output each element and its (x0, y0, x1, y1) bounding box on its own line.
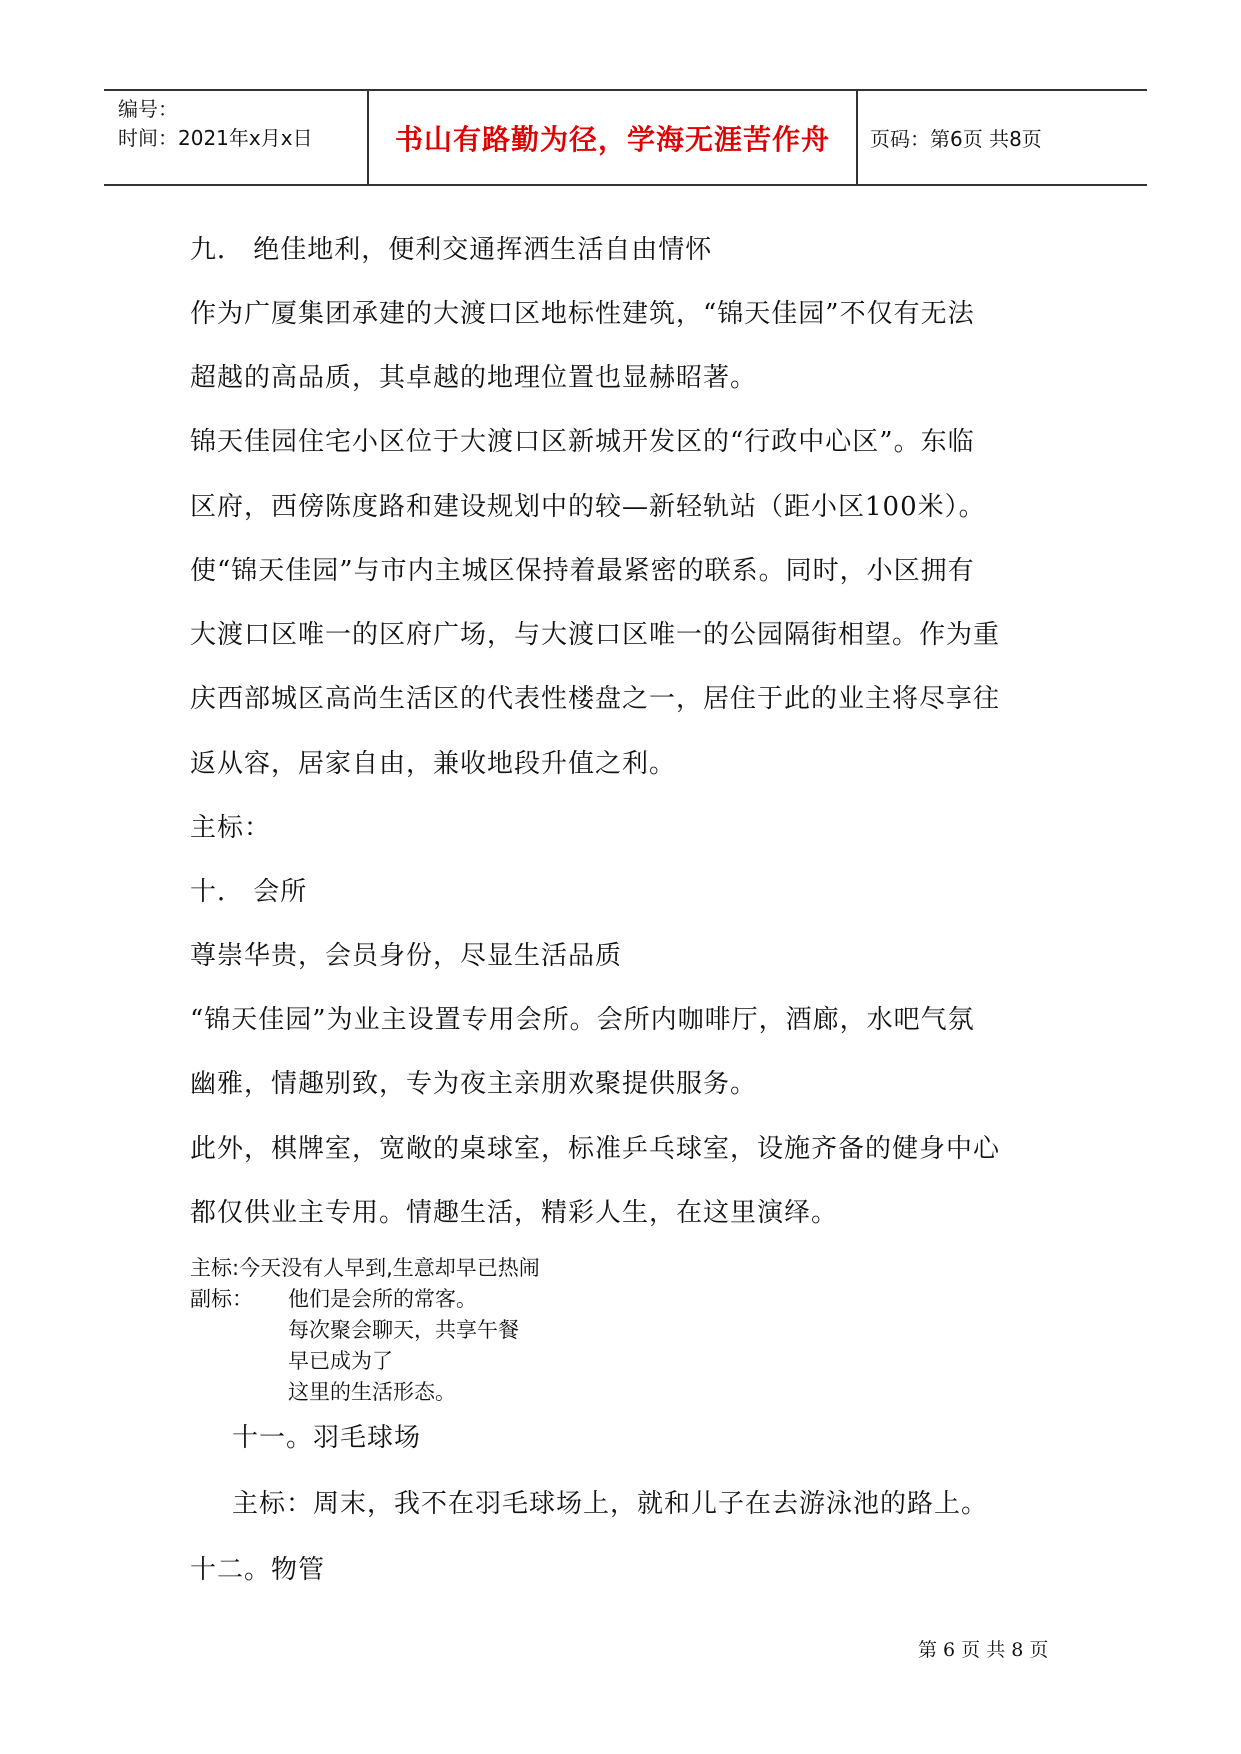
header-time-label: 时间：2021年x月x日 (118, 126, 313, 150)
header-table (104, 89, 1147, 186)
paragraph-line: 返从容，居家自由，兼收地段升值之利。 (190, 749, 677, 779)
header-motto: 书山有路勤为径，学海无涯苦作舟 (394, 122, 830, 156)
paragraph-line: 超越的高品质，其卓越的地理位置也显赫昭著。 (190, 363, 758, 393)
main-title-label: 主标： (190, 813, 272, 843)
club-sub-line: 早已成为了 (288, 1349, 393, 1373)
paragraph-line: 幽雅，情趣别致，专为夜主亲朋欢聚提供服务。 (190, 1069, 758, 1099)
section11-main: 主标：周末，我不在羽毛球场上，就和儿子在去游泳池的路上。 (232, 1489, 989, 1519)
paragraph-line: 使“锦天佳园”与市内主城区保持着最紧密的联系。同时，小区拥有 (190, 556, 975, 586)
paragraph-line: 此外，棋牌室，宽敞的桌球室，标准乒乓球室，设施齐备的健身中心 (190, 1134, 1001, 1164)
club-sub-line: 他们是会所的常客。 (288, 1287, 477, 1311)
paragraph-line: 区府，西傍陈度路和建设规划中的较—新轻轨站（距小区100米）。 (190, 492, 986, 522)
section12-title: 十二。物管 (190, 1555, 326, 1585)
paragraph-line: 大渡口区唯一的区府广场，与大渡口区唯一的公园隔街相望。作为重 (190, 620, 1001, 650)
paragraph-line: 锦天佳园住宅小区位于大渡口区新城开发区的“行政中心区”。东临 (190, 427, 975, 457)
header-divider (856, 91, 858, 184)
paragraph-line: “锦天佳园”为业主设置专用会所。会所内咖啡厅，酒廊，水吧气氛 (190, 1005, 975, 1035)
club-sub-line: 每次聚会聊天，共享午餐 (288, 1318, 519, 1342)
paragraph-line: 都仅供业主专用。情趣生活，精彩人生，在这里演绎。 (190, 1198, 839, 1228)
header-page-label: 页码：第6页 共8页 (870, 127, 1042, 151)
paragraph-line: 庆西部城区高尚生活区的代表性楼盘之一，居住于此的业主将尽享往 (190, 684, 1001, 714)
club-sub-label: 副标： (190, 1287, 253, 1311)
page-footer: 第 6 页 共 8 页 (918, 1639, 1049, 1661)
club-main-title: 主标:今天没有人早到,生意却早已热闹 (190, 1256, 540, 1280)
header-number-label: 编号： (118, 97, 178, 121)
club-sub-line: 这里的生活形态。 (288, 1380, 456, 1404)
paragraph-line: 作为广厦集团承建的大渡口区地标性建筑，“锦天佳园”不仅有无法 (190, 299, 975, 329)
section11-title: 十一。羽毛球场 (232, 1423, 422, 1453)
section10-title: 十． 会所 (190, 877, 308, 907)
paragraph-line: 尊崇华贵，会员身份，尽显生活品质 (190, 941, 623, 971)
header-meta (118, 95, 313, 153)
section9-title: 九． 绝佳地利，便利交通挥洒生活自由情怀 (190, 235, 713, 265)
